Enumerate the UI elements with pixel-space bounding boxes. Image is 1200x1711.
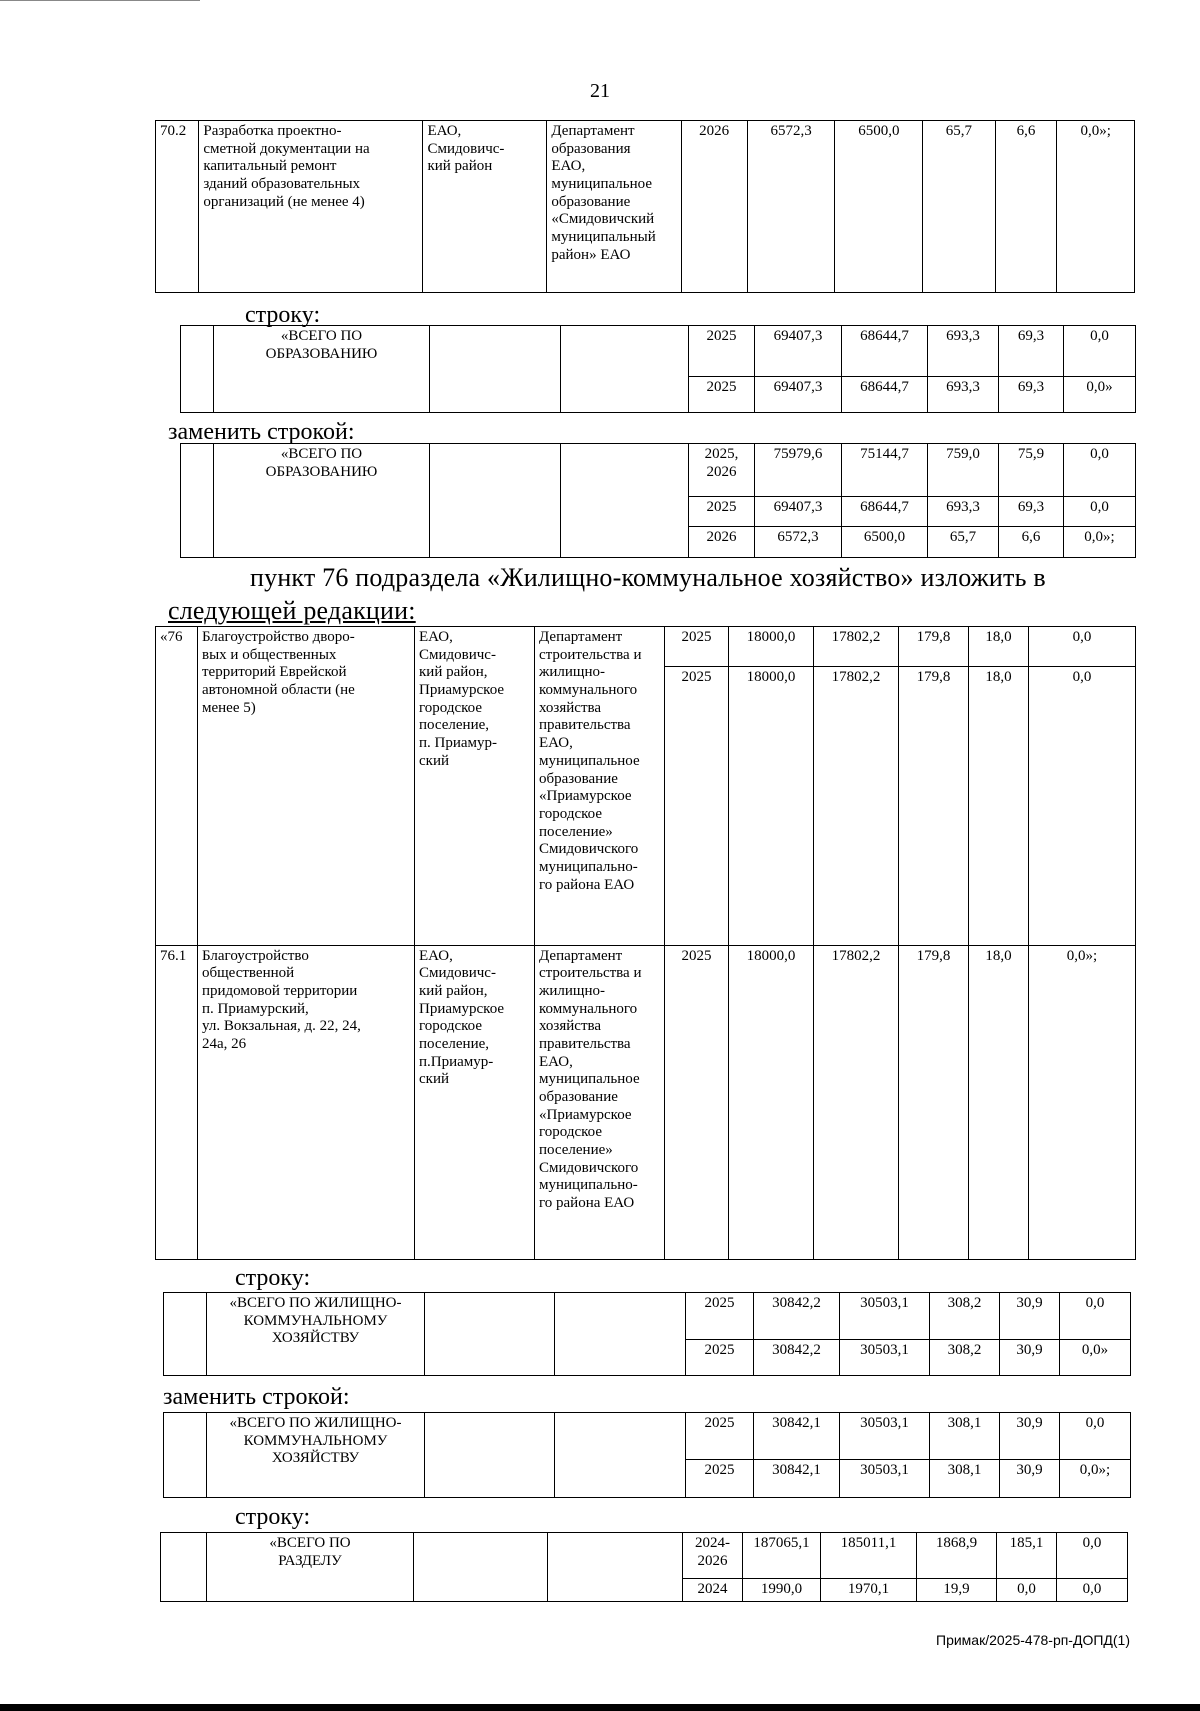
- row-value-4: 18,0: [969, 627, 1029, 667]
- row-value-5: 0,0: [1029, 627, 1136, 667]
- row-value-1: 69407,3: [755, 496, 842, 527]
- row-name: Разработка проектно- сметной документации на капитальный ремонт зданий образовательных организаций (не менее 4): [199, 121, 423, 293]
- row-value-2: 6500,0: [835, 121, 923, 293]
- row-value-2: 1970,1: [821, 1579, 917, 1602]
- row-value-4: 0,0: [997, 1579, 1057, 1602]
- row-number: 76.1: [156, 945, 198, 1260]
- row-value-5: 0,0»: [1064, 376, 1136, 412]
- row-value-4: 69,3: [999, 376, 1064, 412]
- row-name: Благоустройство общественной придомовой территории п. Приамурский, ул. Вокзальная, д. 22, 24, 24а, 26: [198, 945, 415, 1260]
- row-value-2: 68644,7: [842, 326, 928, 377]
- row-year: 2025: [686, 1413, 754, 1460]
- row-number: 70.2: [156, 121, 199, 293]
- row-year: 2025: [686, 1459, 754, 1497]
- row-value-2: 30503,1: [840, 1413, 930, 1460]
- row-value-5: 0,0: [1060, 1413, 1131, 1460]
- row-value-1: 18000,0: [729, 667, 814, 945]
- row-value-5: 0,0»: [1060, 1339, 1131, 1375]
- row-executor: Департамент образования ЕАО, муниципальное образование «Смидовичский муниципальный район» ЕАО: [547, 121, 681, 293]
- row-value-1: 1990,0: [743, 1579, 821, 1602]
- table-total-housing-old: [163, 1292, 1131, 1376]
- row-value-2: 30503,1: [840, 1459, 930, 1497]
- row-year: 2025: [689, 376, 755, 412]
- row-value-3: 65,7: [923, 121, 995, 293]
- row-value-1: 30842,1: [754, 1459, 840, 1497]
- table-total-section: [160, 1532, 1128, 1602]
- row-value-2: 68644,7: [842, 376, 928, 412]
- row-year: 2024: [683, 1579, 743, 1602]
- row-value-2: 17802,2: [814, 945, 899, 1260]
- row-value-5: 0,0: [1029, 667, 1136, 945]
- row-value-2: 75144,7: [842, 444, 928, 497]
- row-value-3: 693,3: [928, 326, 999, 377]
- row-value-5: 0,0»;: [1064, 527, 1136, 558]
- row-value-4: 6,6: [999, 527, 1064, 558]
- row-year: 2025: [689, 496, 755, 527]
- row-value-4: 18,0: [969, 667, 1029, 945]
- row-name: Благоустройство дворо- вых и общественных территорий Еврейской автономной области (не менее 5): [198, 627, 415, 946]
- row-value-4: 75,9: [999, 444, 1064, 497]
- label-stroku-2: строку:: [235, 1265, 311, 1291]
- label-zamenit-1: заменить строкой:: [168, 419, 355, 445]
- label-stroku-1: строку:: [245, 302, 321, 328]
- row-value-5: 0,0: [1057, 1533, 1128, 1579]
- row-value-2: 6500,0: [842, 527, 928, 558]
- row-name: «ВСЕГО ПО ОБРАЗОВАНИЮ: [214, 326, 430, 413]
- label-stroku-3: строку:: [235, 1504, 311, 1530]
- row-place: ЕАО, Смидовичс- кий район, Приамурское городское поселение, п.Приамур- ский: [415, 945, 535, 1260]
- row-value-5: 0,0»;: [1060, 1459, 1131, 1497]
- row-value-1: 6572,3: [755, 527, 842, 558]
- table-total-education-old: [180, 325, 1136, 413]
- row-executor: Департамент строительства и жилищно- коммунального хозяйства правительства ЕАО, муниципальное образование «Приамурское городское поселение» Смидовичского муниципально- го района ЕАО: [535, 627, 665, 946]
- page-number: 21: [590, 80, 610, 102]
- row-executor: Департамент строительства и жилищно- коммунального хозяйства правительства ЕАО, муниципальное образование «Приамурское городское поселение» Смидовичского муниципально- го района ЕАО: [535, 945, 665, 1260]
- row-year: 2026: [681, 121, 747, 293]
- document-footer-code: Примак/2025-478-рп-ДОПД(1): [936, 1632, 1130, 1648]
- row-value-4: 6,6: [995, 121, 1057, 293]
- row-value-1: 6572,3: [747, 121, 835, 293]
- row-value-3: 693,3: [928, 376, 999, 412]
- row-value-2: 17802,2: [814, 667, 899, 945]
- row-place: ЕАО, Смидовичс- кий район: [423, 121, 547, 293]
- row-value-4: 30,9: [1000, 1413, 1060, 1460]
- bottom-scan-border: [0, 1704, 1200, 1711]
- row-value-1: 30842,2: [754, 1339, 840, 1375]
- row-value-4: 185,1: [997, 1533, 1057, 1579]
- row-value-4: 30,9: [1000, 1293, 1060, 1340]
- table-total-housing-new: [163, 1412, 1131, 1498]
- row-year: 2025: [686, 1293, 754, 1340]
- row-value-3: 693,3: [928, 496, 999, 527]
- row-value-5: 0,0: [1060, 1293, 1131, 1340]
- instruction-paragraph-line1: пункт 76 подраздела «Жилищно-коммунальное хозяйство» изложить в: [250, 563, 1046, 592]
- row-value-2: 17802,2: [814, 627, 899, 667]
- table-row-76: [155, 626, 1136, 1260]
- row-value-5: 0,0: [1057, 1579, 1128, 1602]
- row-value-5: 0,0»;: [1057, 121, 1135, 293]
- label-zamenit-2: заменить строкой:: [163, 1384, 350, 1410]
- row-value-1: 30842,1: [754, 1413, 840, 1460]
- row-value-3: 308,1: [930, 1459, 1000, 1497]
- row-year: 2025: [665, 627, 729, 667]
- row-value-3: 308,2: [930, 1339, 1000, 1375]
- row-value-3: 179,8: [899, 945, 969, 1260]
- row-value-3: 19,9: [917, 1579, 997, 1602]
- row-year: 2024- 2026: [683, 1533, 743, 1579]
- row-value-1: 30842,2: [754, 1293, 840, 1340]
- row-name: «ВСЕГО ПО ЖИЛИЩНО- КОММУНАЛЬНОМУ ХОЗЯЙСТВУ: [207, 1293, 425, 1376]
- row-name: «ВСЕГО ПО ЖИЛИЩНО- КОММУНАЛЬНОМУ ХОЗЯЙСТВУ: [207, 1413, 425, 1498]
- row-value-3: 179,8: [899, 627, 969, 667]
- row-value-3: 1868,9: [917, 1533, 997, 1579]
- row-value-1: 187065,1: [743, 1533, 821, 1579]
- row-value-1: 18000,0: [729, 627, 814, 667]
- row-value-2: 30503,1: [840, 1339, 930, 1375]
- row-year: 2025, 2026: [689, 444, 755, 497]
- row-value-3: 308,2: [930, 1293, 1000, 1340]
- row-value-1: 69407,3: [755, 326, 842, 377]
- row-value-4: 18,0: [969, 945, 1029, 1260]
- row-value-2: 68644,7: [842, 496, 928, 527]
- row-value-2: 30503,1: [840, 1293, 930, 1340]
- row-value-4: 30,9: [1000, 1339, 1060, 1375]
- row-year: 2025: [689, 326, 755, 377]
- row-value-5: 0,0: [1064, 496, 1136, 527]
- row-value-3: 308,1: [930, 1413, 1000, 1460]
- row-value-5: 0,0: [1064, 326, 1136, 377]
- row-year: 2025: [686, 1339, 754, 1375]
- row-value-1: 18000,0: [729, 945, 814, 1260]
- row-name: «ВСЕГО ПО ОБРАЗОВАНИЮ: [214, 444, 430, 558]
- row-value-3: 759,0: [928, 444, 999, 497]
- row-year: 2025: [665, 945, 729, 1260]
- row-value-5: 0,0»;: [1029, 945, 1136, 1260]
- row-name: «ВСЕГО ПО РАЗДЕЛУ: [207, 1533, 414, 1602]
- table-row-70-2: [155, 120, 1135, 293]
- row-value-1: 69407,3: [755, 376, 842, 412]
- row-value-3: 179,8: [899, 667, 969, 945]
- row-number: «76: [156, 627, 198, 946]
- row-year: 2025: [665, 667, 729, 945]
- row-value-5: 0,0: [1064, 444, 1136, 497]
- row-place: ЕАО, Смидовичс- кий район, Приамурское городское поселение, п. Приамур- ский: [415, 627, 535, 946]
- row-value-4: 69,3: [999, 496, 1064, 527]
- row-value-3: 65,7: [928, 527, 999, 558]
- row-value-2: 185011,1: [821, 1533, 917, 1579]
- row-value-4: 69,3: [999, 326, 1064, 377]
- instruction-paragraph-line2: следующей редакции:: [168, 596, 416, 625]
- top-edge-line: [0, 0, 200, 1]
- row-year: 2026: [689, 527, 755, 558]
- row-value-1: 75979,6: [755, 444, 842, 497]
- table-total-education-new: [180, 443, 1136, 558]
- row-value-4: 30,9: [1000, 1459, 1060, 1497]
